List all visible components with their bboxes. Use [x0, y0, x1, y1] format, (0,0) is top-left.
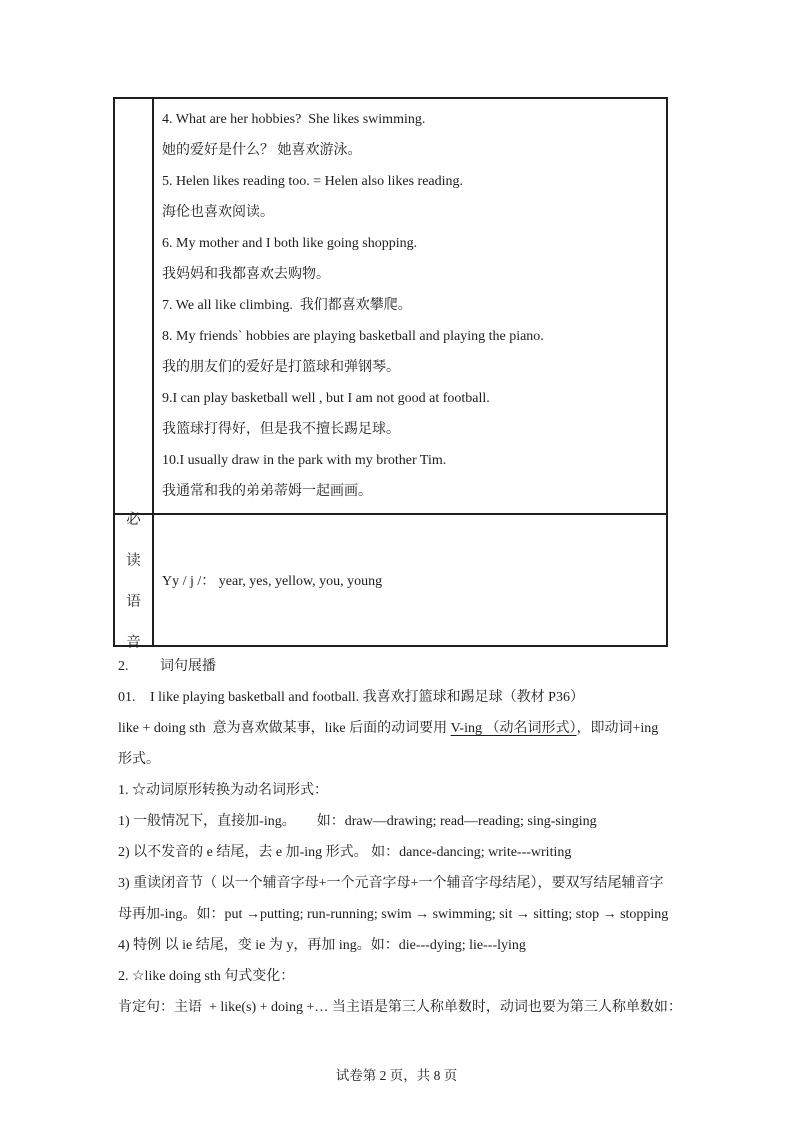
- item-text: I like playing basketball and football. 我喜欢打篮球和踢足球（教材 P36）: [150, 690, 584, 705]
- sentence-line: 10.I usually draw in the park with my brother Tim.: [162, 453, 447, 468]
- phonics-label-char: 音: [126, 635, 141, 651]
- gerund-heading: 1. ☆动词原形转换为动名词形式：: [118, 783, 328, 798]
- table-row-sentences: [115, 99, 666, 513]
- sentence-line: 4. What are her hobbies? She likes swimming.: [162, 112, 426, 127]
- sentence-line: 她的爱好是什么？ 她喜欢游泳。: [162, 143, 362, 158]
- phonics-label-char: 必: [126, 512, 141, 528]
- table-row-phonics: [115, 512, 666, 651]
- sentence-line: 9.I can play basketball well , but I am not good at football.: [162, 391, 490, 406]
- grammar-notes-section: [118, 651, 680, 1023]
- phonics-label-char: 读: [126, 553, 141, 569]
- sentence-line: 我的朋友们的爱好是打篮球和弹钢琴。: [162, 360, 400, 375]
- sentence-line: 7. We all like climbing. 我们都喜欢攀爬。: [162, 298, 412, 313]
- item-heading: [118, 682, 680, 713]
- like-rule-line: [118, 713, 680, 744]
- sentence-review-table: [113, 97, 668, 651]
- sentence-line: 我妈妈和我都喜欢去购物。: [162, 267, 330, 282]
- section-number: 2.: [118, 659, 129, 674]
- section-heading: [118, 651, 680, 682]
- sentence-line: 5. Helen likes reading too. = Helen also likes reading.: [162, 174, 464, 189]
- phonics-row-label: [115, 512, 154, 651]
- gerund-rule-line: 2) 以不发音的 e 结尾，去 e 加-ing 形式。 如：dance-dancing; write---writing: [118, 845, 572, 860]
- item-number: 01.: [118, 690, 136, 705]
- footer-page-number: 试卷第 2 页，共 8 页: [335, 1068, 458, 1083]
- sentence-line: 我篮球打得好，但是我不擅长踢足球。: [162, 422, 400, 437]
- like-rule-post: ，即动词+ing: [576, 721, 659, 736]
- phonics-content: Yy / j /： year, yes, yellow, you, young: [162, 574, 383, 589]
- sentence-list: [154, 99, 666, 513]
- like-rule-pre: like + doing sth 意为喜欢做某事，like 后面的动词要用: [118, 721, 451, 736]
- pattern-heading: 2. ☆like doing sth 句式变化：: [118, 969, 295, 984]
- sentence-line: 6. My mother and I both like going shopping.: [162, 236, 418, 251]
- affirmative-line: 肯定句：主语 + like(s) + doing +… 当主语是第三人称单数时，动词也要为第三人称单数如：: [118, 1000, 682, 1015]
- phonics-label-char: 语: [126, 594, 141, 610]
- sentence-line: 海伦也喜欢阅读。: [162, 205, 274, 220]
- like-rule-wrap-line: 形式。: [118, 752, 160, 767]
- gerund-rule-line: 3) 重读闭音节（ 以一个辅音字母+一个元音字母+一个辅音字母结尾），要双写结尾辅音字: [118, 876, 664, 891]
- sentence-line: 8. My friends` hobbies are playing basketball and playing the piano.: [162, 329, 544, 344]
- table-label-cell-empty: [115, 99, 154, 513]
- section-title: 词句展播: [160, 659, 216, 674]
- like-rule-underlined: V-ing （动名词形式）: [450, 721, 577, 736]
- gerund-rule-line: 4) 特例 以 ie 结尾，变 ie 为 y，再加 ing。如：die---dying; lie---lying: [118, 938, 526, 953]
- gerund-rule-line: 1) 一般情况下，直接加-ing。 如：draw—drawing; read—reading; sing-singing: [118, 814, 597, 829]
- gerund-rule-line: 母再加-ing。如：put →putting; run-running; swim → swimming; sit → sitting; stop → stopping: [118, 907, 669, 922]
- sentence-line: 我通常和我的弟弟蒂姆一起画画。: [162, 484, 372, 499]
